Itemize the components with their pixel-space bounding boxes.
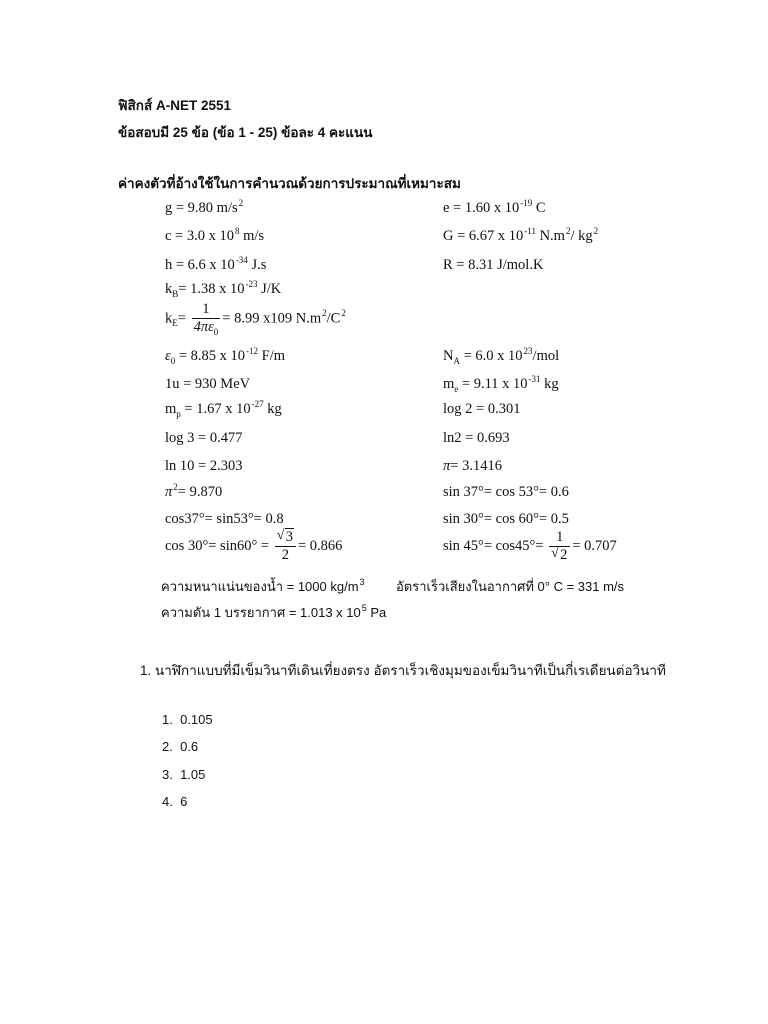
sound-speed: อัตราเร็วเสียงในอากาศที่ 0° C = 331 m/s: [396, 579, 625, 594]
constant-cos30: cos 30°= sin60° = √ 3 2 = 0.866: [165, 528, 343, 563]
constants-heading: ค่าคงตัวที่อ้างใช้ในการคำนวณด้วยการประมาณที่เหมาะสม: [118, 176, 461, 191]
constant-mp: $m_p = 1.67$ x $10^{-27}$ kg: [165, 399, 282, 419]
question-number: 1.: [140, 663, 152, 678]
constant-ln2: ln2 = 0.693: [443, 430, 510, 446]
constant-ke: $k_E=$ $\frac{1}{4\pi\varepsilon_0}$ = 8.99 x109 $N.m^2/C^2$: [165, 301, 346, 337]
constant-cos37: cos37°= sin53°= 0.8: [165, 511, 284, 527]
cos30-fraction: √ 3 2: [275, 530, 296, 563]
constant-c: c = 3.0 x $10^8$ m/s: [165, 226, 265, 244]
question-text: นาฬิกาแบบที่มีเข็มวินาทีเดินเที่ยงตรง อัตราเร็วเชิงมุมของเข็มวินาทีเป็นกี่เรเดียนต่อวินาที: [151, 663, 666, 678]
answer-option[interactable]: 4. 6: [162, 794, 188, 809]
sqrt-symbol: √ 2: [551, 546, 568, 563]
ke-fraction: $\frac{1}{4\pi\varepsilon_0}$: [193, 301, 219, 337]
constant-sin45: sin 45°= cos45°= 1 √ 2 = 0.707: [443, 529, 617, 563]
sqrt-symbol: √ 3: [276, 528, 293, 545]
constant-me: $m_e = 9.11$ x $10^{-31}$ kg: [443, 374, 559, 394]
constant-log2: log 2 = 0.301: [443, 401, 521, 417]
constant-g: g = 9.80 $m/s^2$: [165, 198, 244, 216]
constant-h: h = 6.6 x $10^{-34}$ J.s: [165, 255, 267, 273]
sin45-fraction: 1 √ 2: [549, 530, 570, 563]
constant-R: R = 8.31 J/mol.K: [443, 257, 544, 273]
constant-kb: $k_B= 1.38$ x $10^{-23}$ J/K: [165, 279, 282, 299]
answer-option[interactable]: 1. 0.105: [162, 712, 213, 727]
constant-sin30: sin 30°= cos 60°= 0.5: [443, 511, 569, 527]
exam-subtitle: ข้อสอบมี 25 ข้อ (ข้อ 1 - 25) ข้อละ 4 คะแนน: [118, 125, 373, 140]
constant-u: 1u = 930 MeV: [165, 376, 251, 392]
exam-title: ฟิสิกส์ A-NET 2551: [118, 98, 231, 113]
constant-na: $N_A = 6.0$ x $10^{23}$/mol: [443, 346, 560, 366]
constant-eps0: $\varepsilon_0 = 8.85$ x $10^{-12}$ F/m: [165, 346, 286, 366]
water-density: ความหนาแน่นของน้ำ = 1000 $kg/m^3$: [161, 577, 365, 594]
constant-log3: log 3 = 0.477: [165, 430, 243, 446]
answer-option[interactable]: 3. 1.05: [162, 767, 206, 782]
constant-e: e = 1.60 x $10^{-19}$ C: [443, 198, 546, 216]
constant-ln10: ln 10 = 2.303: [165, 458, 243, 474]
constant-sin37: sin 37°= cos 53°= 0.6: [443, 484, 569, 500]
constant-pi-squared: $\pi^2= 9.870$: [165, 482, 223, 500]
question-1: [140, 659, 666, 681]
answer-option[interactable]: 2. 0.6: [162, 739, 199, 754]
atmospheric-pressure: ความดัน 1 บรรยากาศ = 1.013 x $10^5$ Pa: [161, 603, 387, 620]
constant-G: G = 6.67 x $10^{-11}$ $N.m^2/$ $kg^2$: [443, 226, 599, 244]
constant-pi: π= 3.1416: [443, 458, 502, 474]
